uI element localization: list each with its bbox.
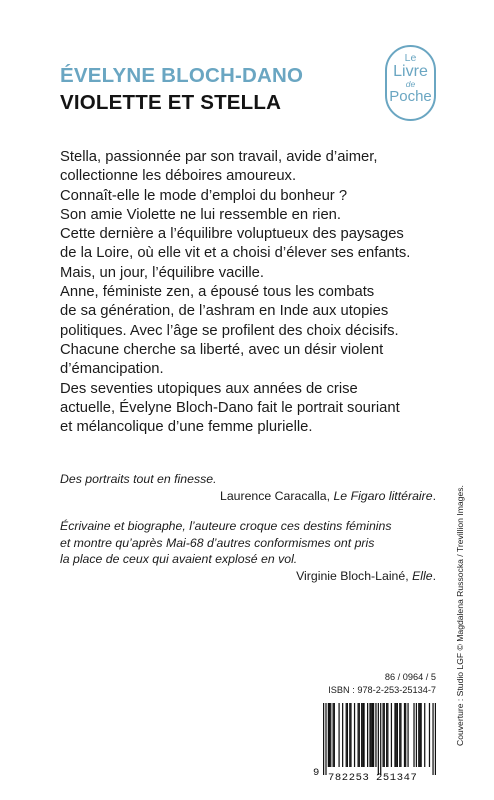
quote-line: Écrivaine et biographe, l’auteure croque ces destins féminins [60, 519, 392, 533]
logo-text-poche: Poche [389, 88, 432, 105]
barcode-bar [369, 703, 370, 767]
barcode-bar [323, 703, 324, 775]
logo-text-le: Le [404, 52, 417, 64]
blurb-line: Stella, passionnée par son travail, avide d’aimer, [60, 149, 378, 165]
barcode-bar [424, 703, 425, 767]
blurb-line: Chacune cherche sa liberté, avec un désir violent [60, 341, 384, 358]
attribution-tail: . [432, 488, 436, 503]
barcode-bar [328, 703, 329, 767]
barcode-bar [421, 703, 422, 767]
barcode-bar [367, 703, 368, 767]
barcode-bar [350, 703, 351, 767]
barcode-bar [400, 703, 401, 767]
barcode-bar [394, 703, 395, 767]
barcode-bar [418, 703, 419, 767]
blurb-line: d’émancipation. [60, 361, 164, 378]
barcode-bar [362, 703, 363, 767]
quote-attribution [60, 488, 436, 505]
attribution-author: Virginie Bloch-Lainé, [296, 568, 413, 583]
barcode-bar [373, 703, 374, 767]
barcode-bar [429, 703, 430, 767]
blurb-line: Mais, un jour, l’équilibre vacille. [60, 264, 264, 281]
blurb-line: et mélancolique d’une femme plurielle. [60, 419, 313, 436]
barcode-digits-right: 251347 [376, 772, 418, 784]
barcode-bar [338, 703, 339, 767]
blurb-line: Connaît-elle le mode d’emploi du bonheur ? [60, 187, 348, 204]
barcode-bar [357, 703, 358, 767]
barcode [313, 703, 436, 785]
barcode-bar [416, 703, 417, 767]
blurb-line: de sa génération, de l’ashram en Inde aux utopies [60, 303, 389, 320]
barcode-bar [407, 703, 408, 767]
barcode-bar [375, 703, 376, 767]
reference-code: 86 / 0964 / 5 [384, 672, 436, 682]
barcode-bar [405, 703, 406, 767]
quote-attribution [60, 568, 436, 585]
blurb [60, 148, 460, 437]
blurb-line: Des seventies utopiques aux années de crise [60, 380, 358, 397]
blurb-line: collectionne les déboires amoureux. [60, 168, 297, 185]
barcode-bar [435, 703, 436, 775]
barcode-bar [399, 703, 400, 767]
barcode-bar [354, 703, 355, 767]
blurb-line: de la Loire, où elle vit et a choisi d’élever ses enfants. [60, 245, 411, 262]
barcode-bar [404, 703, 405, 767]
quote-line: la place de ceux qui avaient explosé en vol. [60, 552, 298, 566]
barcode-bar [349, 703, 350, 767]
barcode-bar [382, 703, 383, 767]
logo-text-livre: Livre [393, 63, 428, 80]
barcode-bar [333, 703, 334, 767]
blurb-line: Son amie Violette ne lui ressemble en rien. [60, 206, 342, 223]
press-quotes [60, 471, 436, 584]
barcode-bars [323, 703, 436, 775]
barcode-bar [361, 703, 362, 767]
barcode-bar [396, 703, 397, 767]
barcode-bar [419, 703, 420, 767]
quote-line: Des portraits tout en finesse. [60, 472, 217, 486]
publisher-logo [385, 45, 436, 121]
barcode-bar [363, 703, 364, 767]
barcode-bar [371, 703, 372, 767]
blurb-line: Cette dernière a l’équilibre voluptueux des paysages [60, 226, 404, 243]
cover-credit: Couverture : Studio LGF © Magdalena Russocka / Trevillion Images. [455, 485, 465, 746]
barcode-bar [329, 703, 330, 767]
barcode-bar [325, 703, 326, 775]
barcode-bar [432, 703, 433, 775]
blurb-line: Anne, féministe zen, a épousé tous les combats [60, 284, 375, 301]
barcode-bar [346, 703, 347, 767]
barcode-bar [380, 703, 381, 775]
isbn: ISBN : 978-2-253-25134-7 [328, 684, 436, 695]
attribution-source: Le Figaro littéraire [333, 488, 433, 503]
barcode-bar [384, 703, 385, 767]
attribution-author: Laurence Caracalla, [219, 488, 334, 503]
blurb-line: politiques. Avec l’âge se profilent des choix décisifs. [60, 322, 399, 339]
product-codes [300, 671, 436, 696]
barcode-digits-left: 782253 [328, 772, 370, 784]
barcode-bar [330, 703, 331, 767]
attribution-source: Elle [412, 568, 433, 583]
attribution-tail: . [432, 568, 436, 583]
barcode-bar [378, 703, 379, 775]
blurb-line: actuelle, Évelyne Bloch-Dano fait le portrait souriant [60, 399, 400, 416]
barcode-bar [413, 703, 414, 767]
barcode-bar [359, 703, 360, 767]
barcode-bar [397, 703, 398, 767]
book-title: VIOLETTE ET STELLA [60, 91, 282, 114]
author-name: ÉVELYNE BLOCH-DANO [60, 64, 304, 87]
barcode-bar [387, 703, 388, 767]
barcode-bar [334, 703, 335, 767]
quote-line: et montre qu’après Mai-68 d’autres conformismes ont pris [60, 535, 375, 550]
logo-text-de: de [405, 79, 416, 89]
barcode-bar [372, 703, 373, 767]
barcode-bar [386, 703, 387, 767]
barcode-bar [391, 703, 392, 767]
barcode-bar [342, 703, 343, 767]
barcode-first-digit: 9 [313, 767, 320, 779]
barcode-bar [347, 703, 348, 767]
